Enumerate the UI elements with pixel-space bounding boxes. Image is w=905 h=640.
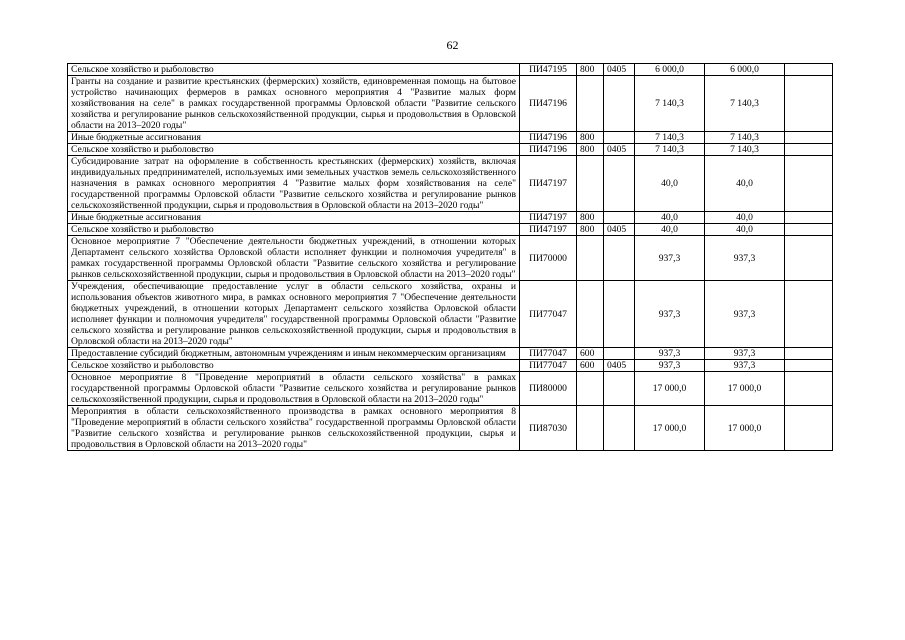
row-expense-type <box>577 281 604 348</box>
row-expense-type <box>577 76 604 132</box>
row-code: ПИ47196 <box>520 144 577 156</box>
row-code: ПИ77047 <box>520 281 577 348</box>
row-name: Мероприятия в области сельскохозяйственного производства в рамках основного мероприятия 8 "Проведение мероприятий в области сельского хозяйства" государственной программы Орловской области "Развитие сельского хозяйства и регулирование рынков сельскохозяйственной продукции, сырья и продовольствия в Орловской области на 2013–2020 годы" <box>68 406 520 451</box>
row-expense-type: 800 <box>577 144 604 156</box>
row-section <box>604 236 635 281</box>
row-amount-1: 937,3 <box>635 281 705 348</box>
row-code: ПИ47197 <box>520 156 577 212</box>
row-amount-2: 7 140,3 <box>705 76 785 132</box>
row-section <box>604 372 635 406</box>
row-name: Иные бюджетные ассигнования <box>68 212 520 224</box>
row-name: Предоставление субсидий бюджетным, автономным учреждениям и иным некоммерческим организациям <box>68 348 520 360</box>
row-extra <box>785 212 833 224</box>
row-amount-2: 937,3 <box>705 360 785 372</box>
row-amount-2: 7 140,3 <box>705 144 785 156</box>
table-row <box>68 212 833 224</box>
row-section: 0405 <box>604 64 635 76</box>
table-row <box>68 236 833 281</box>
row-code: ПИ47197 <box>520 224 577 236</box>
row-expense-type <box>577 156 604 212</box>
row-amount-1: 937,3 <box>635 360 705 372</box>
row-amount-1: 6 000,0 <box>635 64 705 76</box>
row-section <box>604 281 635 348</box>
row-amount-2: 40,0 <box>705 224 785 236</box>
row-extra <box>785 144 833 156</box>
row-name: Основное мероприятие 8 "Проведение мероприятий в области сельского хозяйства" в рамках государственной программы Орловской области "Развитие сельского хозяйства и регулирование рынков сельскохозяйственной продукции, сырья и продовольствия в Орловской области на 2013–2020 годы" <box>68 372 520 406</box>
row-section <box>604 132 635 144</box>
budget-table <box>67 63 833 451</box>
row-section <box>604 406 635 451</box>
budget-table-body <box>68 64 833 451</box>
row-amount-1: 937,3 <box>635 236 705 281</box>
row-name: Иные бюджетные ассигнования <box>68 132 520 144</box>
table-row <box>68 348 833 360</box>
row-amount-1: 937,3 <box>635 348 705 360</box>
row-name: Субсидирование затрат на оформление в собственность крестьянских (фермерских) хозяйств, включая индивидуальных предпринимателей, используемых ими земельных участков земель сельскохозяйственного назначения в рамках основного мероприятия 4 "Развитие малых форм хозяйствования на селе" государственной программы Орловской области "Развитие сельского хозяйства и регулирование рынков сельскохозяйственной продукции, сырья и продовольствия в Орловской области на 2013–2020 годы" <box>68 156 520 212</box>
row-name: Сельское хозяйство и рыболовство <box>68 224 520 236</box>
row-amount-2: 937,3 <box>705 236 785 281</box>
row-amount-1: 7 140,3 <box>635 76 705 132</box>
row-name: Гранты на создание и развитие крестьянских (фермерских) хозяйств, единовременная помощь на бытовое устройство начинающих фермеров в рамках основного мероприятия 4 "Развитие малых форм хозяйствования на селе" в рамках государственной программы Орловской области "Развитие сельского хозяйства и регулирование рынков сельскохозяйственной продукции, сырья и продовольствия в Орловской области на 2013–2020 годы" <box>68 76 520 132</box>
row-amount-1: 17 000,0 <box>635 372 705 406</box>
row-extra <box>785 236 833 281</box>
row-expense-type: 800 <box>577 224 604 236</box>
row-section: 0405 <box>604 360 635 372</box>
row-name: Сельское хозяйство и рыболовство <box>68 360 520 372</box>
row-amount-1: 40,0 <box>635 212 705 224</box>
row-code: ПИ47197 <box>520 212 577 224</box>
row-amount-1: 40,0 <box>635 156 705 212</box>
row-code: ПИ47195 <box>520 64 577 76</box>
row-extra <box>785 281 833 348</box>
row-amount-2: 7 140,3 <box>705 132 785 144</box>
table-row <box>68 156 833 212</box>
row-amount-2: 40,0 <box>705 156 785 212</box>
table-row <box>68 224 833 236</box>
row-extra <box>785 156 833 212</box>
row-code: ПИ77047 <box>520 360 577 372</box>
table-row <box>68 64 833 76</box>
page-number: 62 <box>446 38 459 52</box>
row-name: Основное мероприятие 7 "Обеспечение деятельности бюджетных учреждений, в отношении которых Департамент сельского хозяйства Орловской области исполняет функции и полномочия учредителя" в рамках государственной программы Орловской области "Развитие сельского хозяйства и регулирование рынков сельскохозяйственной продукции, сырья и продовольствия в Орловской области на 2013–2020 годы" <box>68 236 520 281</box>
row-amount-2: 40,0 <box>705 212 785 224</box>
row-extra <box>785 372 833 406</box>
row-section <box>604 76 635 132</box>
row-section: 0405 <box>604 224 635 236</box>
row-code: ПИ70000 <box>520 236 577 281</box>
row-amount-1: 7 140,3 <box>635 144 705 156</box>
table-row <box>68 372 833 406</box>
row-amount-2: 17 000,0 <box>705 406 785 451</box>
row-code: ПИ47196 <box>520 76 577 132</box>
row-extra <box>785 224 833 236</box>
row-expense-type: 800 <box>577 64 604 76</box>
row-code: ПИ87030 <box>520 406 577 451</box>
row-expense-type: 600 <box>577 360 604 372</box>
row-section <box>604 348 635 360</box>
row-extra <box>785 406 833 451</box>
table-row <box>68 360 833 372</box>
row-amount-2: 6 000,0 <box>705 64 785 76</box>
row-name: Сельское хозяйство и рыболовство <box>68 144 520 156</box>
row-section <box>604 212 635 224</box>
row-amount-1: 17 000,0 <box>635 406 705 451</box>
row-section <box>604 156 635 212</box>
row-expense-type: 800 <box>577 212 604 224</box>
row-expense-type <box>577 236 604 281</box>
row-name: Учреждения, обеспечивающие предоставление услуг в области сельского хозяйства, охраны и использования объектов животного мира, в рамках основного мероприятия 7 "Обеспечение деятельности бюджетных учреждений, в отношении которых Департамент сельского хозяйства Орловской области исполняет функции и полномочия учредителя" государственной программы Орловской области "Развитие сельского хозяйства и регулирование рынков сельскохозяйственной продукции, сырья и продовольствия в Орловской области на 2013–2020 годы" <box>68 281 520 348</box>
table-row <box>68 406 833 451</box>
row-extra <box>785 64 833 76</box>
table-row <box>68 132 833 144</box>
row-expense-type: 800 <box>577 132 604 144</box>
row-name: Сельское хозяйство и рыболовство <box>68 64 520 76</box>
row-amount-2: 937,3 <box>705 348 785 360</box>
row-amount-1: 40,0 <box>635 224 705 236</box>
table-row <box>68 76 833 132</box>
row-extra <box>785 348 833 360</box>
row-expense-type: 600 <box>577 348 604 360</box>
row-amount-2: 17 000,0 <box>705 372 785 406</box>
row-code: ПИ47196 <box>520 132 577 144</box>
row-section: 0405 <box>604 144 635 156</box>
row-extra <box>785 360 833 372</box>
row-expense-type <box>577 372 604 406</box>
table-row <box>68 281 833 348</box>
row-expense-type <box>577 406 604 451</box>
row-amount-1: 7 140,3 <box>635 132 705 144</box>
row-amount-2: 937,3 <box>705 281 785 348</box>
row-code: ПИ77047 <box>520 348 577 360</box>
table-row <box>68 144 833 156</box>
row-extra <box>785 76 833 132</box>
row-code: ПИ80000 <box>520 372 577 406</box>
row-extra <box>785 132 833 144</box>
